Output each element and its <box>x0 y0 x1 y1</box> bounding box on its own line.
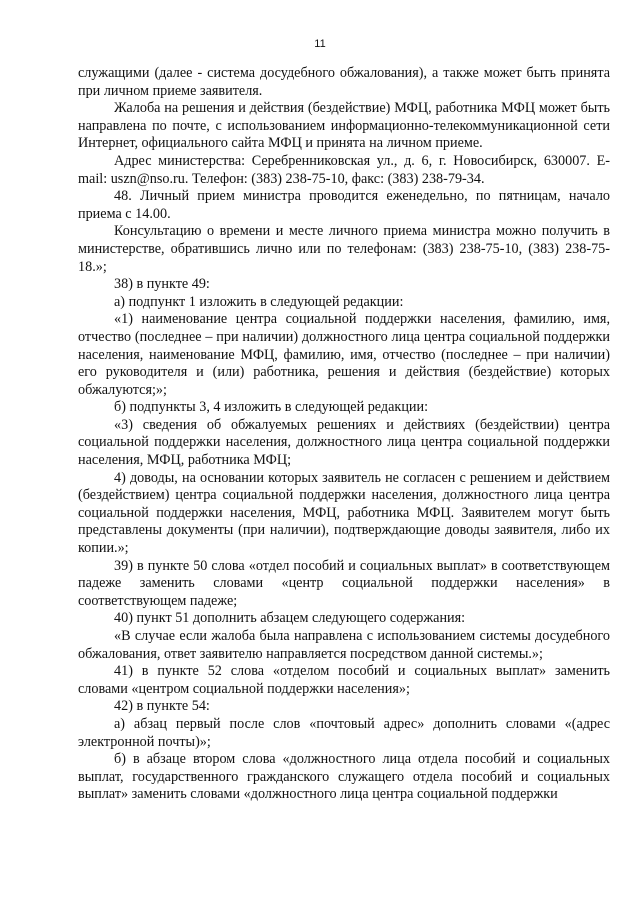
paragraph: 39) в пункте 50 слова «отдел пособий и социальных выплат» в соответствующем падеже заменить словами «центр социальной поддержки населения» в соответствующем падеже; <box>78 557 610 609</box>
paragraph: служащими (далее - система досудебного обжалования), а также может быть принята при личном приеме заявителя. <box>78 65 610 99</box>
page-number: 11 <box>314 38 326 50</box>
paragraph: 48. Личный прием министра проводится еженедельно, по пятницам, начало приема с 14.00. <box>78 188 610 222</box>
paragraph: 40) пункт 51 дополнить абзацем следующего содержания: <box>114 610 466 627</box>
paragraph: 4) доводы, на основании которых заявитель не согласен с решением и действием (бездействием) центра социальной поддержки населения, должностного лица центра социальной поддержки населения, МФЦ, работника МФЦ. Заявителем могут быть представлены документы (при наличии), подтверждающие доводы заявителя, либо их копии.»; <box>78 469 610 557</box>
paragraph: 38) в пункте 49: <box>114 276 210 293</box>
paragraph: б) подпункты 3, 4 изложить в следующей редакции: <box>114 399 429 416</box>
document-body <box>78 65 610 804</box>
paragraph: «В случае если жалоба была направлена с использованием системы досудебного обжалования, ответ заявителю направляется посредством данной системы.»; <box>78 628 610 662</box>
paragraph: «3) сведения об обжалуемых решениях и действиях (бездействии) центра социальной поддержки населения, должностного лица центра социальной поддержки населения, МФЦ, работника МФЦ; <box>78 416 610 469</box>
paragraph: Жалоба на решения и действия (бездействие) МФЦ, работника МФЦ может быть направлена по почте, с использованием информационно-телекоммуникационной сети Интернет, официального сайта МФЦ и принята на личном приеме. <box>78 100 610 152</box>
paragraph: а) подпункт 1 изложить в следующей редакции: <box>114 293 404 310</box>
paragraph: 41) в пункте 52 слова «отделом пособий и социальных выплат» заменить словами «центром социальной поддержки населения»; <box>78 663 610 697</box>
paragraph: Адрес министерства: Серебренниковская ул., д. 6, г. Новосибирск, 630007. E-mail: uszn@nso.ru. Телефон: (383) 238-75-10, факс: (383) 238-79-34. <box>78 152 610 187</box>
paragraph: Консультацию о времени и месте личного приема министра можно получить в министерстве, обратившись лично или по телефонам: (383) 238-75-10, (383) 238-75-18.»; <box>78 223 610 275</box>
paragraph: а) абзац первый после слов «почтовый адрес» дополнить словами «(адрес электронной почты)»; <box>78 715 610 750</box>
paragraph: 42) в пункте 54: <box>114 698 210 715</box>
paragraph: б) в абзаце втором слова «должностного лица отдела пособий и социальных выплат, государственного гражданского служащего отдела пособий и социальных выплат» заменить словами «должностного лица центра социальной поддержки <box>78 751 610 803</box>
paragraph: «1) наименование центра социальной поддержки населения, фамилию, имя, отчество (последнее – при наличии) должностного лица центра социальной поддержки населения, наименование МФЦ, фамилию, имя, отчество (последнее – при наличии) его руководителя и (или) работника, решения и действия (бездействие) которых обжалуются;»; <box>78 311 610 398</box>
